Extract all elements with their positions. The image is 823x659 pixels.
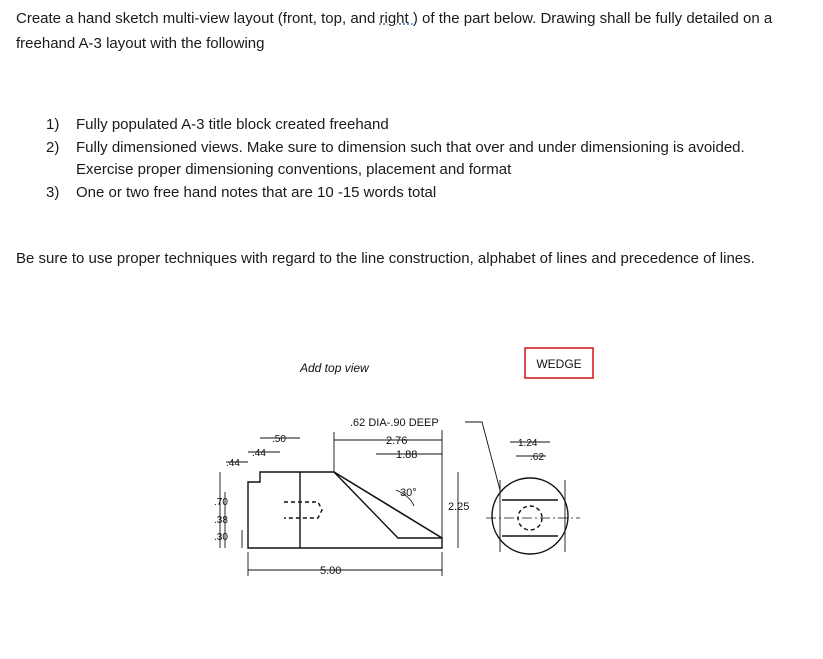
dim-0-50: .50 [272,434,286,445]
list-number: 3) [46,184,60,201]
side-view-circle [492,478,568,554]
dim-0-44-top: .44 [252,448,266,459]
add-top-view-label: Add top view [300,361,369,375]
list-item [46,114,786,136]
list-number: 2) [46,139,60,156]
dim-0-30: .30 [214,532,228,543]
intro-paragraph [16,6,806,56]
intro-text-1: Create a hand sketch multi-view layout (front, top, and [16,10,380,27]
dim-0-70: .70 [214,497,228,508]
list-item [46,182,786,204]
right-link[interactable]: right ) [379,10,418,27]
dim-0-38: .38 [214,515,228,526]
list-text: One or two free hand notes that are 10 -15 words total [76,184,437,201]
dim-height: 2.25 [448,501,470,513]
list-number: 1) [46,116,60,133]
dim-0-44-left: .44 [226,458,240,469]
dim-0-62: .62 [530,452,544,463]
dim-width: 5.00 [320,565,342,577]
technique-note: Be sure to use proper techniques with regard to the line construction, alphabet of lines and precedence of lines. [16,250,755,267]
hole-note: .62 DIA-.90 DEEP [350,417,439,429]
list-text: Fully populated A-3 title block created freehand [76,116,389,133]
assignment-document [16,6,806,267]
intro-text-2: of the part below. Drawing shall be fully detailed on a freehand A-3 layout with the following [16,10,773,52]
wedge-drawing [200,330,620,590]
list-item [46,137,786,181]
hidden-hole [284,502,322,518]
title-label: WEDGE [536,357,582,371]
list-text: Fully dimensioned views. Make sure to dimension such that over and under dimensioning is avoided. Exercise proper dimensioning conventions, placement and format [76,139,745,178]
dim-1-88: 1.88 [396,449,418,461]
dim-1-24: 1.24 [518,438,538,449]
dim-angle: 30° [400,487,417,499]
dim-2-76: 2.76 [386,435,408,447]
front-view-outline [248,472,442,548]
requirements-list [46,114,786,205]
